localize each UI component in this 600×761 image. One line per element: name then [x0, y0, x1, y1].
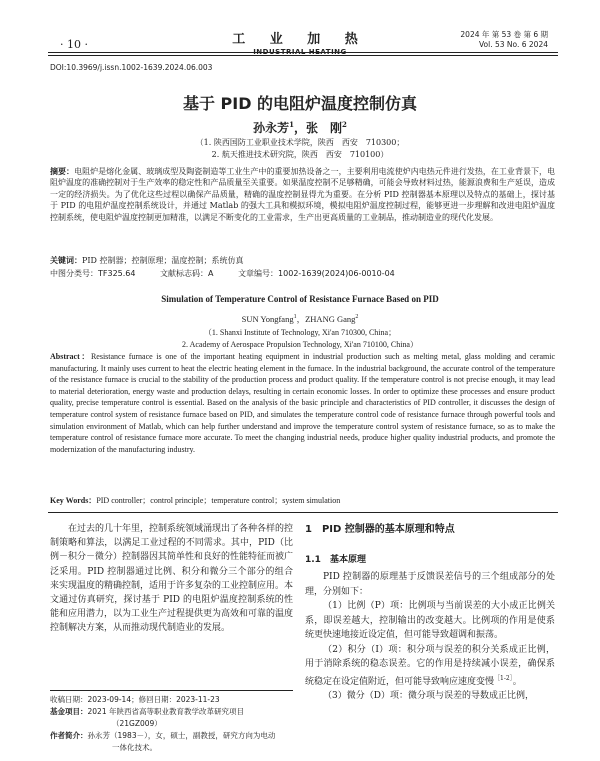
right-column-body	[305, 570, 555, 704]
introduction-paragraph: 在过去的几十年里，控制系统领域涌现出了各种各样的控制策略和算法，以满足工业过程的不同需求。其中，PID（比例－积分－微分）控制器因其简单性和良好的性能特征而被广泛采用。PID 控制器通过比例、积分和微分三个部分的组合来实现温度的精确控制，适用于许多复杂的工业控制应用。本文通过仿真研究，探讨基于 PID 的电阻炉温度控制系统的性能和应用潜力，以为工业生产过程提供更为高效和可靠的温度控制解决方案，从而推动现代制造业的发展。	[50, 524, 294, 634]
affiliation-en-1: （1. Shanxi Institute of Technology, Xi'an 710300, China；	[203, 328, 397, 337]
header-rule-thin	[48, 55, 558, 56]
footnote-bio-label: 作者简介：	[50, 731, 88, 740]
keywords-cn	[50, 255, 555, 266]
doi: DOI:10.3969/j.issn.1002-1639.2024.06.003	[50, 63, 213, 72]
document-code: 文献标志码：A	[160, 269, 214, 278]
author-1-en: SUN Yongfang	[241, 314, 294, 324]
paragraph-derivative: （3）微分（D）项：微分项与误差的导数成正比例，	[323, 691, 534, 701]
author-1-en-sup: 1	[293, 314, 297, 321]
abstract-en-text: Resistance furnace is one of the important heating equipment in industrial production such as melting metal, glass molding and ceramic manufacturing. It mainly uses current to heat the electric heating element in the furnace. In the industrial background, the accurate control of the temperature of the resistance furnace is crucial to the stability of the production process and product quality. If the temperature control is not precise enough, it may lead to material deterioration, energy waste and production delays, resulting in certain economic losses. In order to optimize these processes and ensure product quality, precise temperature control is essential. Based on the analysis of the basic principle and characteristics of PID controller, it discusses the design of temperature control system of resistance furnace based on PID, and simulates the temperature control code of resistance furnace through powerful tools and simulation environment of Matlab, which can help further understand and improve the temperature control system of resistance furnace, so as to make the temperature control of resistance furnace more accurate. To meet the changing industrial needs, produce higher quality industrial products, and promote the modernization of the manufacturing industry.	[50, 352, 556, 454]
keywords-en	[50, 495, 340, 506]
abstract-en-label: Abstract：	[50, 352, 91, 361]
affiliation-en-2: 2. Academy of Aerospace Propulsion Technology, Xi'an 710100, China）	[182, 340, 418, 349]
authors-en	[0, 313, 600, 325]
keywords-cn-label: 关键词：	[50, 256, 82, 265]
footnote-received: 收稿日期：2023-09-14；修回日期：2023-11-23	[50, 695, 220, 704]
footnote-fund-code: （21GZ009）	[112, 719, 162, 728]
paragraph-pid-principle: PID 控制器的原理基于反馈误差信号的三个组成部分的处理，分别如下：	[305, 572, 555, 597]
paragraph-proportional: （1）比例（P）项：比例项与当前误差的大小成正比例关系，即误差越大，控制输出的改变越大。比例项的作用是使系统更快速地接近设定值，但可能导致超调和振荡。	[305, 601, 555, 640]
affiliation-cn-1: （1. 陕西国防工业职业技术学院，陕西 西安 710300；	[195, 138, 405, 147]
author-2-en-sup: 2	[355, 314, 359, 321]
footnote-fund-line1: 2021 年陕西省高等职业教育教学改革研究项目	[87, 707, 244, 716]
author-2-cn: 张 刚	[306, 121, 343, 135]
abstract-cn-label: 摘要：	[50, 167, 75, 176]
author-separator: ，	[293, 121, 306, 135]
author-en-separator: ，	[296, 314, 306, 324]
author-1-sup: 1	[289, 120, 294, 129]
paper-title-cn: 基于 PID 的电阻炉温度控制仿真	[182, 94, 418, 113]
issue-line-en: Vol. 53 No. 6 2024	[479, 40, 548, 49]
page-number: · 10 ·	[60, 38, 88, 51]
paper-title-en: Simulation of Temperature Control of Resistance Furnace Based on PID	[161, 294, 439, 304]
abstract-cn	[50, 166, 555, 223]
issue-info	[460, 30, 548, 50]
author-2-sup: 2	[342, 120, 347, 129]
keywords-en-text: PID controller；control principle；temperature control；system simulation	[96, 496, 341, 505]
section-1-title: 1 PID 控制器的基本原理和特点	[305, 524, 455, 535]
footnote-fund	[50, 706, 293, 718]
footnote-bio-line1: 孙永芳（1983－），女，硕士，副教授，研究方向为电动	[87, 731, 276, 740]
keywords-cn-text: PID 控制器；控制原理；温度控制；系统仿真	[82, 256, 244, 265]
footnote-bio-cont: 一体化技术。	[112, 743, 157, 752]
abstract-cn-text: 电阻炉是熔化金属、玻璃成型及陶瓷制造等工业生产中的重要加热设备之一，主要利用电流使炉内电热元件进行发热，在工业背景下，电阻炉温度的准确控制对于生产效率的稳定性和产品质量至关重要。如果温度控制不足够精确，可能会导致材料过热，能源浪费和生产延误，造成一定的经济损失。为了优化这些过程以确保产品质量，精确的温度控制显得尤为重要。在分析 PID 控制器基本原理以及特点的基础上，探讨基于 PID 的电阻炉温度控制系统设计，并通过 Matlab 的强大工具和模拟环境，模拟电阻炉温度控制过程，能够更进一步理解和改进电阻炉温度控制系统，使电阻炉温度控制更加精准，以满足不断变化的工业需求，生产出更高质量的工业制品，推动制造业的现代化发展。	[50, 167, 556, 222]
journal-title-cn: 工 业 加 热	[232, 32, 368, 47]
clc-number: 中图分类号：TF325.64	[50, 269, 136, 278]
affiliation-cn-2: 2. 航天推进技术研究院，陕西 西安 710100）	[211, 150, 389, 159]
abstract-separator	[48, 512, 558, 513]
footnote-rule	[50, 690, 293, 691]
subsection-1-1-heading	[305, 553, 555, 568]
header-rule	[48, 52, 558, 53]
abstract-en	[50, 351, 555, 455]
footnote-bio	[50, 730, 293, 742]
paragraph-integral-text: （2）积分（I）项：积分项与误差的积分关系成正比例，用于消除系统的稳态误差。它的作用是持续减小误差，确保系统稳定在设定值附近，但可能导致响应速度变慢	[305, 644, 555, 687]
footnote-fund-label: 基金项目：	[50, 707, 88, 716]
journal-title-en: INDUSTRIAL HEATING	[253, 48, 347, 56]
author-2-en: ZHANG Gang	[305, 314, 356, 324]
classification-line	[50, 268, 417, 279]
issue-line-cn: 2024 年 第 53 卷 第 6 期	[460, 30, 548, 39]
authors-cn	[0, 119, 600, 136]
subsection-1-1-title: 1.1 基本原理	[305, 555, 366, 565]
paragraph-integral	[305, 643, 555, 690]
article-number: 文章编号：1002-1639(2024)06-0010-04	[238, 269, 395, 278]
section-1-heading	[305, 523, 555, 538]
paragraph-integral-end: 。	[512, 676, 522, 687]
author-1-cn: 孙永芳	[253, 121, 290, 135]
citation-1-2: ［1-2］	[494, 674, 513, 682]
keywords-en-label: Key Words：	[50, 496, 97, 505]
